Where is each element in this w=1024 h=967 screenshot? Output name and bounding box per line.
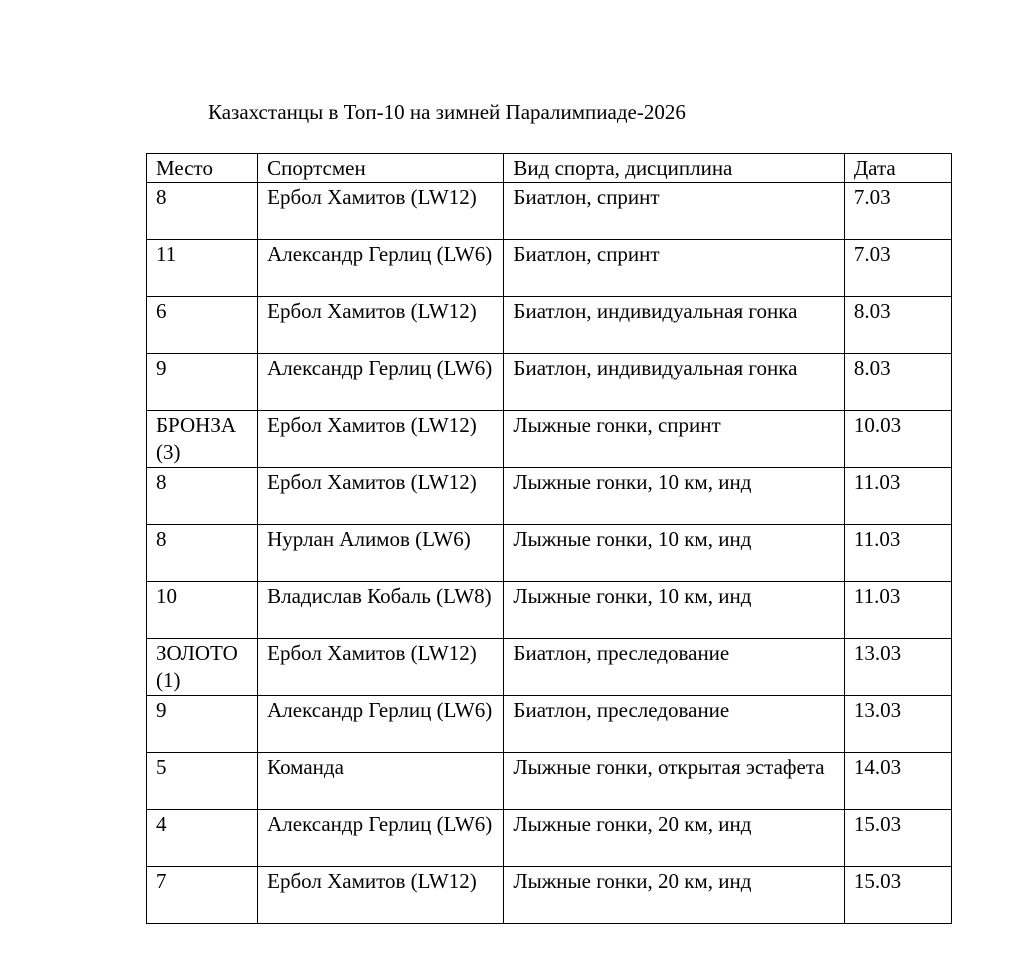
cell-athlete: Ербол Хамитов (LW12) <box>258 411 504 468</box>
cell-athlete: Ербол Хамитов (LW12) <box>258 468 504 525</box>
cell-date: 14.03 <box>844 753 951 810</box>
cell-athlete: Ербол Хамитов (LW12) <box>258 867 504 924</box>
cell-place: 9 <box>147 696 258 753</box>
cell-place: 8 <box>147 183 258 240</box>
cell-date: 8.03 <box>844 297 951 354</box>
cell-sport: Лыжные гонки, 20 км, инд <box>504 867 844 924</box>
cell-athlete: Ербол Хамитов (LW12) <box>258 183 504 240</box>
cell-sport: Лыжные гонки, 20 км, инд <box>504 810 844 867</box>
cell-athlete: Ербол Хамитов (LW12) <box>258 297 504 354</box>
table-header-row <box>147 154 952 183</box>
cell-sport: Биатлон, преследование <box>504 696 844 753</box>
cell-place: БРОНЗА (3) <box>147 411 258 468</box>
cell-sport: Лыжные гонки, 10 км, инд <box>504 582 844 639</box>
results-table <box>146 153 952 924</box>
cell-sport: Биатлон, индивидуальная гонка <box>504 354 844 411</box>
cell-athlete: Команда <box>258 753 504 810</box>
table-row <box>147 867 952 924</box>
cell-place: 5 <box>147 753 258 810</box>
cell-place: 6 <box>147 297 258 354</box>
cell-athlete: Александр Герлиц (LW6) <box>258 354 504 411</box>
cell-place: ЗОЛОТО (1) <box>147 639 258 696</box>
cell-place: 11 <box>147 240 258 297</box>
cell-sport: Лыжные гонки, спринт <box>504 411 844 468</box>
header-sport: Вид спорта, дисциплина <box>504 154 844 183</box>
table-row <box>147 753 952 810</box>
cell-date: 11.03 <box>844 468 951 525</box>
page-title: Казахстанцы в Топ-10 на зимней Паралимпиаде-2026 <box>208 100 686 124</box>
cell-date: 15.03 <box>844 810 951 867</box>
cell-date: 13.03 <box>844 639 951 696</box>
cell-sport: Лыжные гонки, 10 км, инд <box>504 468 844 525</box>
table-row <box>147 240 952 297</box>
cell-sport: Биатлон, спринт <box>504 183 844 240</box>
cell-athlete: Александр Герлиц (LW6) <box>258 240 504 297</box>
cell-date: 8.03 <box>844 354 951 411</box>
table-row <box>147 639 952 696</box>
table-row <box>147 525 952 582</box>
cell-place: 7 <box>147 867 258 924</box>
cell-sport: Биатлон, индивидуальная гонка <box>504 297 844 354</box>
cell-date: 10.03 <box>844 411 951 468</box>
cell-place: 4 <box>147 810 258 867</box>
table-row <box>147 354 952 411</box>
header-date: Дата <box>844 154 951 183</box>
cell-sport: Лыжные гонки, 10 км, инд <box>504 525 844 582</box>
table-row <box>147 468 952 525</box>
cell-sport: Биатлон, спринт <box>504 240 844 297</box>
table-row <box>147 582 952 639</box>
table-row <box>147 297 952 354</box>
cell-place: 8 <box>147 468 258 525</box>
cell-athlete: Александр Герлиц (LW6) <box>258 696 504 753</box>
cell-sport: Биатлон, преследование <box>504 639 844 696</box>
cell-athlete: Александр Герлиц (LW6) <box>258 810 504 867</box>
cell-place: 10 <box>147 582 258 639</box>
cell-sport: Лыжные гонки, открытая эстафета <box>504 753 844 810</box>
cell-date: 11.03 <box>844 582 951 639</box>
table-row <box>147 183 952 240</box>
cell-athlete: Ербол Хамитов (LW12) <box>258 639 504 696</box>
cell-date: 7.03 <box>844 240 951 297</box>
cell-date: 7.03 <box>844 183 951 240</box>
cell-athlete: Владислав Кобаль (LW8) <box>258 582 504 639</box>
cell-date: 15.03 <box>844 867 951 924</box>
table-row <box>147 411 952 468</box>
table-row <box>147 810 952 867</box>
cell-date: 11.03 <box>844 525 951 582</box>
cell-place: 9 <box>147 354 258 411</box>
cell-place: 8 <box>147 525 258 582</box>
header-place: Место <box>147 154 258 183</box>
cell-athlete: Нурлан Алимов (LW6) <box>258 525 504 582</box>
cell-date: 13.03 <box>844 696 951 753</box>
header-athlete: Спортсмен <box>258 154 504 183</box>
table-row <box>147 696 952 753</box>
